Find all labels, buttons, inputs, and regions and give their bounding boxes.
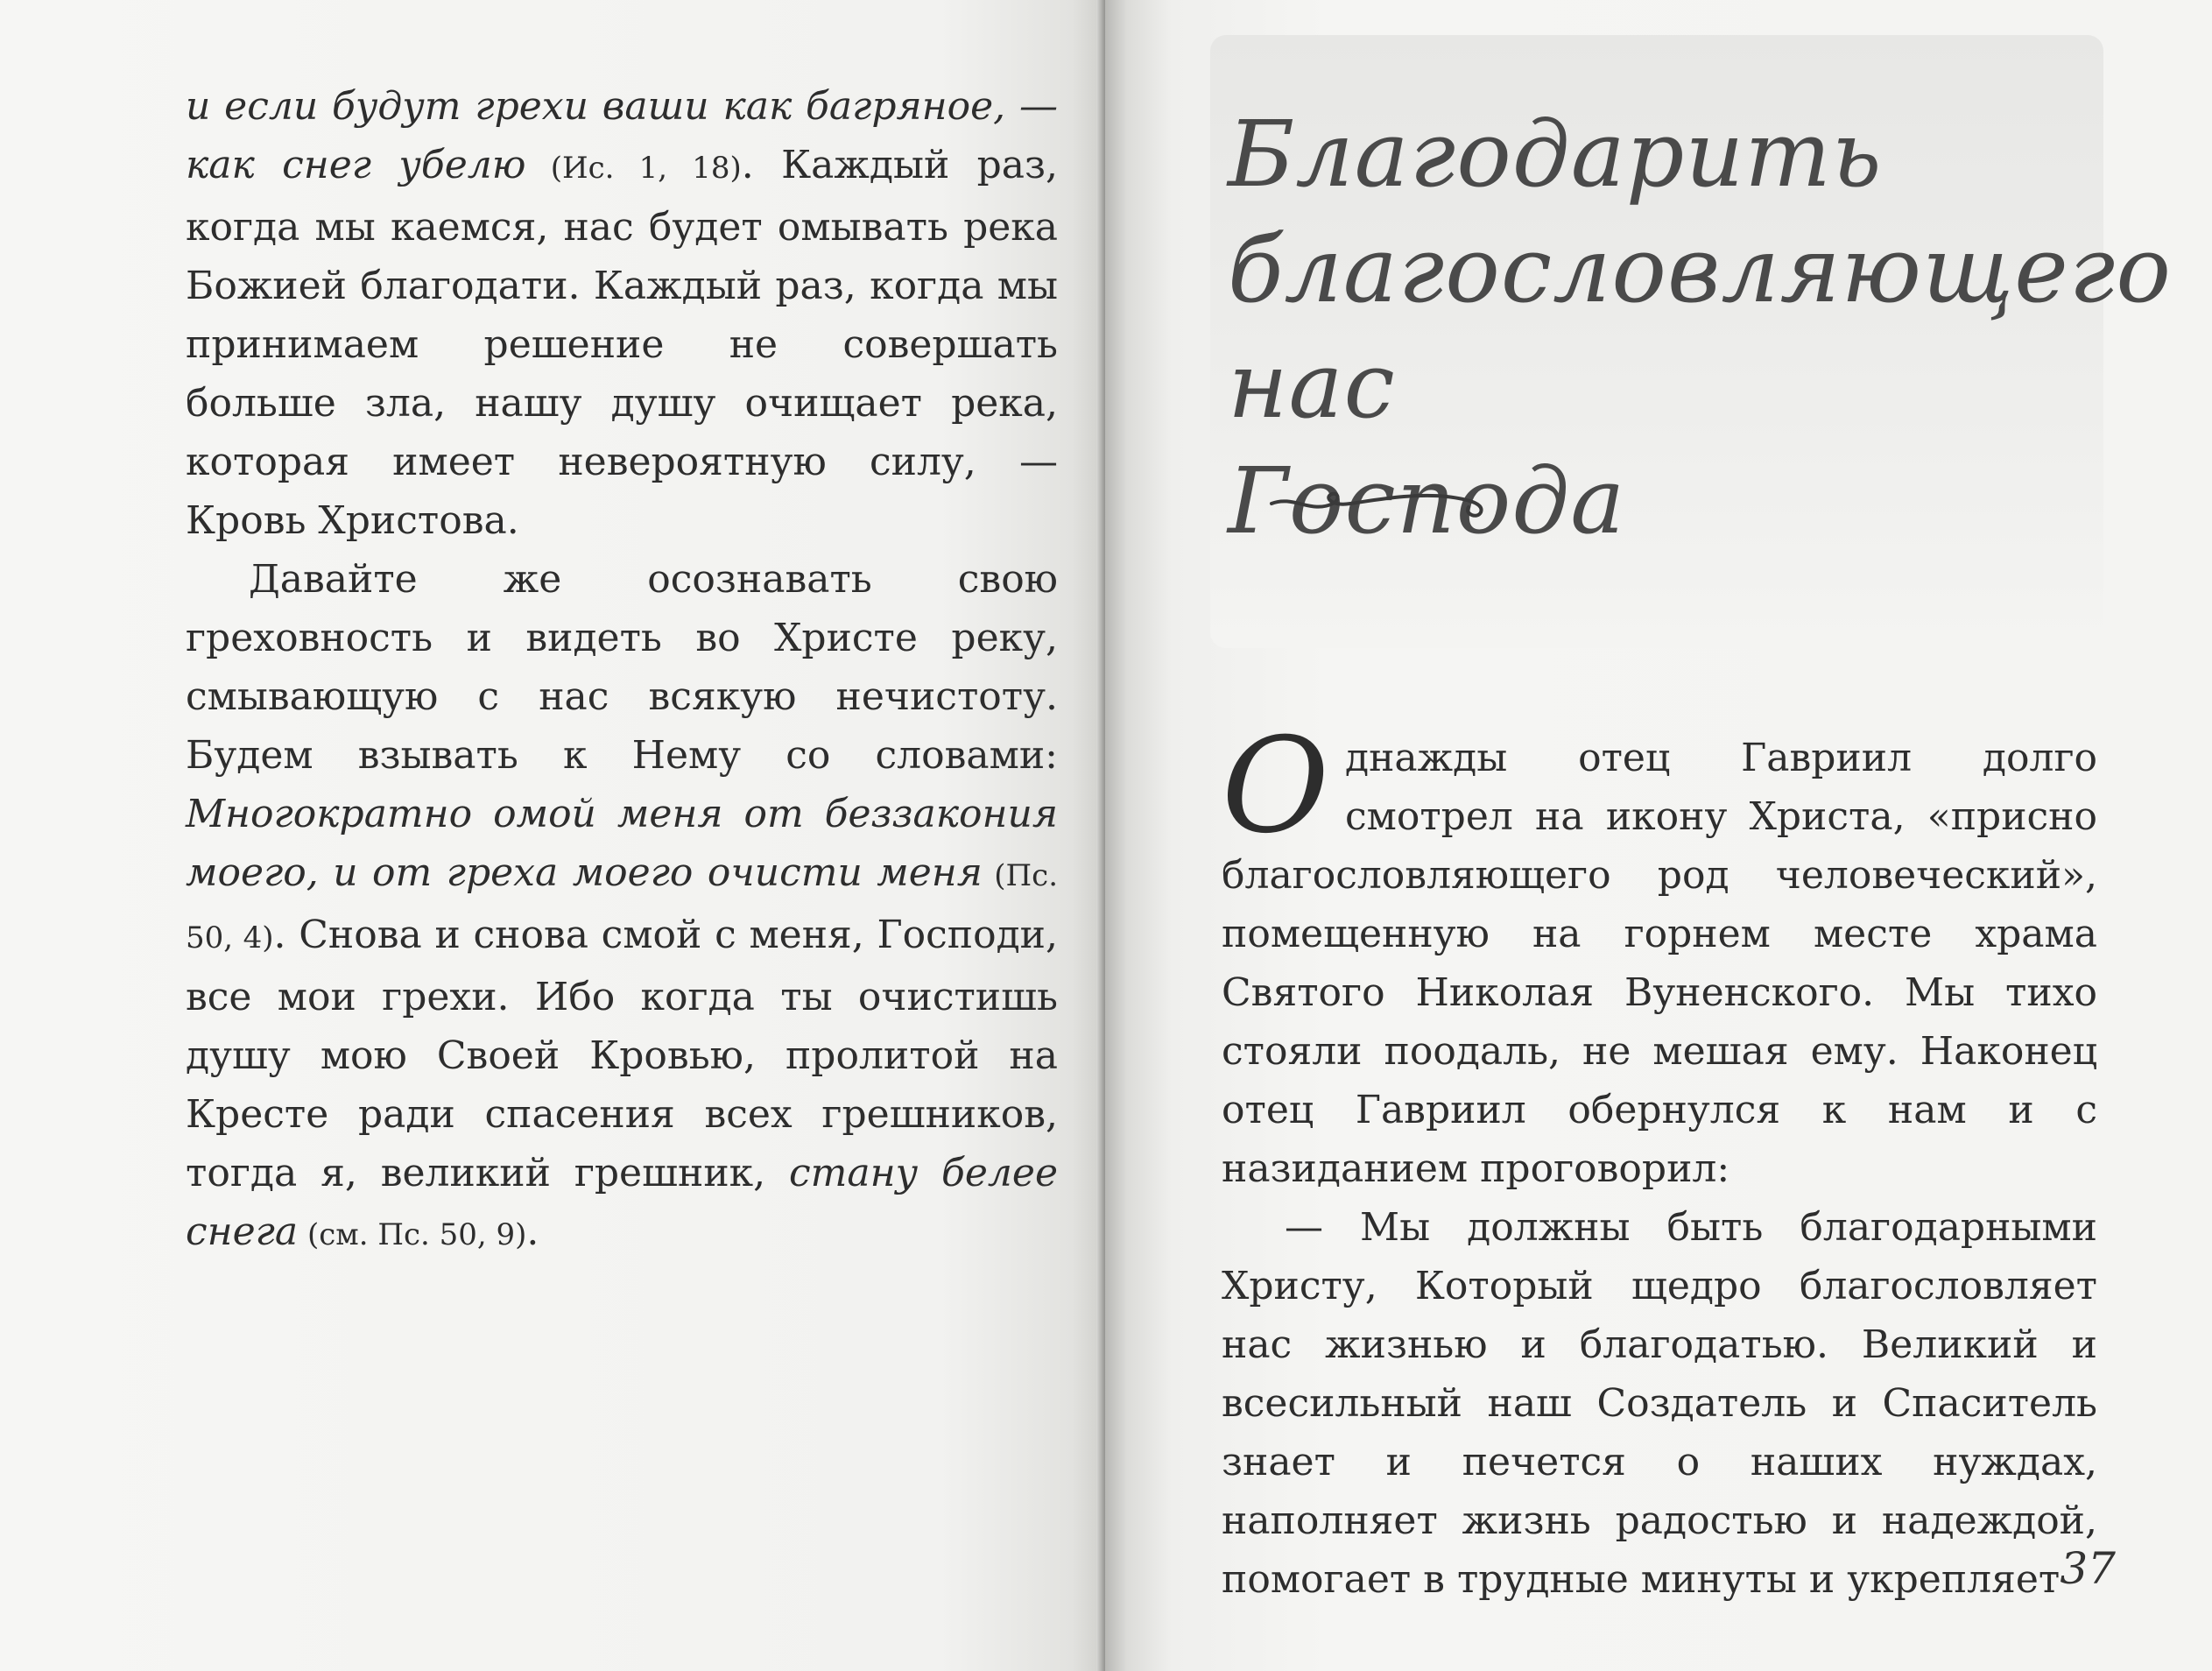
- chapter-title-line: Господа: [1228, 448, 1626, 554]
- scripture-reference: (см. Пс. 50, 9): [298, 1217, 527, 1252]
- page-number: 37: [2060, 1543, 2116, 1594]
- text-run: . Снова и снова смой с меня, Господи, все мои грехи. Ибо когда ты очистишь душу мою Своей Кровью, пролитой на Кресте ради спасения всех грешников, тогда я, великий грешник,: [186, 913, 1058, 1195]
- right-page-paragraphs: [1222, 710, 2097, 1609]
- scripture-reference: (Пс. 50, 4): [186, 858, 1059, 955]
- chapter-title-line: Благодарить: [1228, 101, 1883, 208]
- quotation-italic: Многократно омой меня от беззакония моего, и от греха моего очисти меня: [186, 792, 1058, 895]
- text-run: . Каждый раз, когда мы каемся, нас будет омывать река Божией благодати. Каждый раз, когда мы принимаем решение не совершать больше зла, нашу душу очищает река, которая имеет невероятную силу, — Кровь Христова.: [186, 143, 1059, 543]
- ornament-swash-icon: [1267, 477, 1495, 521]
- left-page: [0, 0, 1105, 1671]
- paragraph: [1222, 710, 2097, 1198]
- text-run: днажды отец Гавриил долго смотрел на икону Христа, «присно благословляющего род человеческий», помещенную на горнем месте храма Святого Николая Вуненского. Мы тихо стояли поодаль, не мешая ему. Наконец отец Гавриил обернулся к нам и с назиданием проговорил:: [1222, 736, 2097, 1191]
- scripture-reference: (Ис. 1, 18): [525, 151, 742, 186]
- text-run: — Мы должны быть благодарными Христу, Который щедро благословляет нас жизнью и благодатью. Великий и всесильный наш Создатель и Спаситель знает и печется о наших нуждах, наполняет жизнь радостью и надеждой, помогает в трудные минуты и укрепляет: [1222, 1205, 2097, 1602]
- drop-cap: О: [1222, 710, 1329, 863]
- quotation-italic: и если будут грехи ваши как багряное, — как снег убелю: [186, 84, 1058, 187]
- chapter-title-line: благословляющего нас: [1228, 216, 2172, 439]
- quotation-italic: стану белее снега: [186, 1151, 1059, 1254]
- paragraph: [186, 77, 1058, 550]
- paragraph: [1222, 1198, 2097, 1609]
- text-run: Давайте же осознавать свою греховность и видеть во Христе реку, смывающую с нас всякую нечистоту. Будем взывать к Нему со словами:: [186, 557, 1058, 778]
- right-page-text: [1222, 710, 2097, 1609]
- text-run: .: [526, 1209, 539, 1254]
- left-page-text: [186, 77, 1058, 1265]
- paragraph: [186, 550, 1058, 1265]
- right-page: [1105, 0, 2212, 1671]
